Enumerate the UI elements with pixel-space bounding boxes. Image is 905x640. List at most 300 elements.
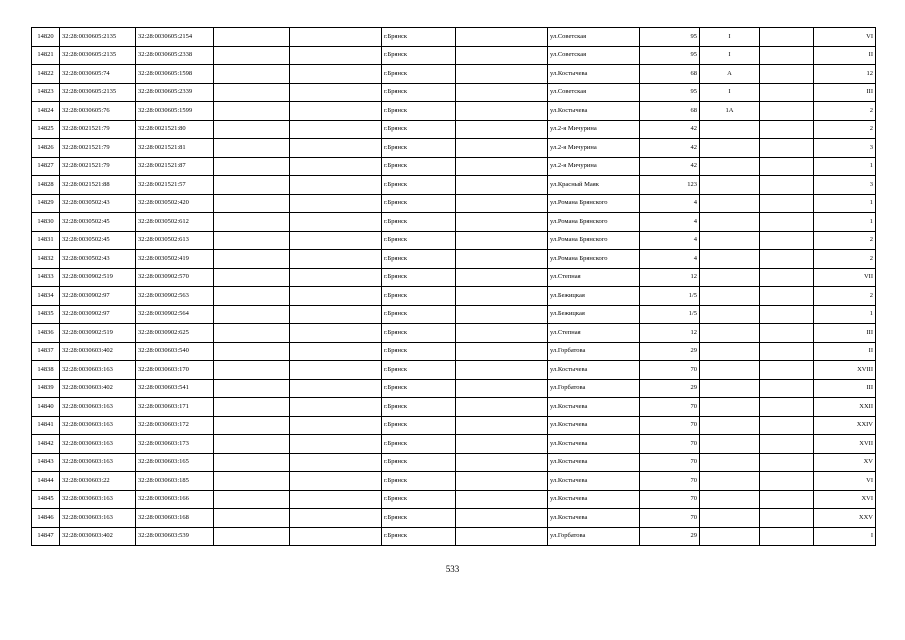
- city-cell: г.Брянск: [382, 194, 456, 213]
- city-cell: г.Брянск: [382, 435, 456, 454]
- building-letter-cell: [700, 120, 760, 139]
- empty-cell: [456, 231, 548, 250]
- parcel-cadastral-number-cell: 32:28:0030603:163: [60, 509, 136, 528]
- object-cadastral-number-cell: 32:28:0030603:168: [136, 509, 214, 528]
- empty-cell: [290, 342, 382, 361]
- record-number-cell: 14838: [32, 361, 60, 380]
- empty-cell: [456, 472, 548, 491]
- street-cell: ул.Романа Брянского: [548, 213, 640, 232]
- house-number-cell: 4: [640, 231, 700, 250]
- table-row: [32, 398, 876, 417]
- empty-cell: [760, 435, 814, 454]
- house-number-cell: 29: [640, 342, 700, 361]
- house-number-cell: 70: [640, 509, 700, 528]
- parcel-cadastral-number-cell: 32:28:0030902:97: [60, 287, 136, 306]
- empty-cell: [456, 416, 548, 435]
- building-letter-cell: [700, 250, 760, 269]
- empty-cell: [290, 213, 382, 232]
- room-number-cell: VI: [814, 28, 876, 47]
- empty-cell: [214, 361, 290, 380]
- object-cadastral-number-cell: 32:28:0021521:57: [136, 176, 214, 195]
- empty-cell: [760, 102, 814, 121]
- city-cell: г.Брянск: [382, 398, 456, 417]
- record-number-cell: 14826: [32, 139, 60, 158]
- parcel-cadastral-number-cell: 32:28:0030603:402: [60, 527, 136, 546]
- building-letter-cell: 1А: [700, 102, 760, 121]
- empty-cell: [214, 46, 290, 65]
- parcel-cadastral-number-cell: 32:28:0030603:163: [60, 398, 136, 417]
- street-cell: ул.2-я Мичурина: [548, 139, 640, 158]
- empty-cell: [456, 305, 548, 324]
- house-number-cell: 95: [640, 46, 700, 65]
- table-row: [32, 453, 876, 472]
- street-cell: ул.Степная: [548, 324, 640, 343]
- object-cadastral-number-cell: 32:28:0030902:564: [136, 305, 214, 324]
- room-number-cell: 2: [814, 120, 876, 139]
- table-row: [32, 379, 876, 398]
- object-cadastral-number-cell: 32:28:0030605:2339: [136, 83, 214, 102]
- object-cadastral-number-cell: 32:28:0030603:172: [136, 416, 214, 435]
- empty-cell: [290, 490, 382, 509]
- room-number-cell: 2: [814, 250, 876, 269]
- empty-cell: [214, 416, 290, 435]
- parcel-cadastral-number-cell: 32:28:0030502:43: [60, 194, 136, 213]
- city-cell: г.Брянск: [382, 139, 456, 158]
- house-number-cell: 68: [640, 102, 700, 121]
- room-number-cell: 3: [814, 139, 876, 158]
- empty-cell: [456, 490, 548, 509]
- city-cell: г.Брянск: [382, 157, 456, 176]
- empty-cell: [760, 472, 814, 491]
- house-number-cell: 70: [640, 416, 700, 435]
- empty-cell: [760, 527, 814, 546]
- table-row: [32, 509, 876, 528]
- room-number-cell: XXIV: [814, 416, 876, 435]
- object-cadastral-number-cell: 32:28:0021521:80: [136, 120, 214, 139]
- room-number-cell: XVII: [814, 435, 876, 454]
- empty-cell: [760, 120, 814, 139]
- street-cell: ул.Романа Брянского: [548, 194, 640, 213]
- empty-cell: [214, 231, 290, 250]
- object-cadastral-number-cell: 32:28:0030502:613: [136, 231, 214, 250]
- empty-cell: [214, 268, 290, 287]
- city-cell: г.Брянск: [382, 120, 456, 139]
- empty-cell: [214, 435, 290, 454]
- empty-cell: [214, 527, 290, 546]
- empty-cell: [456, 120, 548, 139]
- empty-cell: [760, 287, 814, 306]
- table-row: [32, 435, 876, 454]
- empty-cell: [456, 250, 548, 269]
- table-row: [32, 490, 876, 509]
- parcel-cadastral-number-cell: 32:28:0030603:22: [60, 472, 136, 491]
- house-number-cell: 42: [640, 157, 700, 176]
- record-number-cell: 14831: [32, 231, 60, 250]
- house-number-cell: 42: [640, 139, 700, 158]
- table-row: [32, 527, 876, 546]
- room-number-cell: 2: [814, 102, 876, 121]
- building-letter-cell: [700, 435, 760, 454]
- empty-cell: [456, 453, 548, 472]
- building-letter-cell: [700, 342, 760, 361]
- room-number-cell: II: [814, 342, 876, 361]
- empty-cell: [456, 83, 548, 102]
- building-letter-cell: [700, 176, 760, 195]
- building-letter-cell: [700, 453, 760, 472]
- empty-cell: [760, 28, 814, 47]
- building-letter-cell: [700, 361, 760, 380]
- empty-cell: [214, 120, 290, 139]
- house-number-cell: 12: [640, 324, 700, 343]
- empty-cell: [456, 157, 548, 176]
- table-row: [32, 416, 876, 435]
- object-cadastral-number-cell: 32:28:0030603:540: [136, 342, 214, 361]
- record-number-cell: 14820: [32, 28, 60, 47]
- empty-cell: [760, 194, 814, 213]
- empty-cell: [456, 268, 548, 287]
- city-cell: г.Брянск: [382, 379, 456, 398]
- parcel-cadastral-number-cell: 32:28:0030603:163: [60, 490, 136, 509]
- house-number-cell: 4: [640, 250, 700, 269]
- object-cadastral-number-cell: 32:28:0030502:419: [136, 250, 214, 269]
- street-cell: ул.Костычева: [548, 472, 640, 491]
- table-row: [32, 176, 876, 195]
- room-number-cell: XVIII: [814, 361, 876, 380]
- object-cadastral-number-cell: 32:28:0030605:2338: [136, 46, 214, 65]
- empty-cell: [456, 176, 548, 195]
- record-number-cell: 14834: [32, 287, 60, 306]
- empty-cell: [290, 324, 382, 343]
- empty-cell: [290, 176, 382, 195]
- parcel-cadastral-number-cell: 32:28:0030603:163: [60, 453, 136, 472]
- city-cell: г.Брянск: [382, 231, 456, 250]
- empty-cell: [290, 453, 382, 472]
- empty-cell: [760, 157, 814, 176]
- empty-cell: [760, 231, 814, 250]
- record-number-cell: 14843: [32, 453, 60, 472]
- empty-cell: [456, 398, 548, 417]
- parcel-cadastral-number-cell: 32:28:0030603:163: [60, 435, 136, 454]
- house-number-cell: 1/5: [640, 305, 700, 324]
- city-cell: г.Брянск: [382, 490, 456, 509]
- object-cadastral-number-cell: 32:28:0030603:173: [136, 435, 214, 454]
- house-number-cell: 95: [640, 28, 700, 47]
- street-cell: ул.Советская: [548, 83, 640, 102]
- room-number-cell: VI: [814, 472, 876, 491]
- object-cadastral-number-cell: 32:28:0030603:171: [136, 398, 214, 417]
- street-cell: ул.Красный Маяк: [548, 176, 640, 195]
- object-cadastral-number-cell: 32:28:0030502:420: [136, 194, 214, 213]
- empty-cell: [214, 305, 290, 324]
- empty-cell: [214, 83, 290, 102]
- city-cell: г.Брянск: [382, 287, 456, 306]
- empty-cell: [214, 28, 290, 47]
- street-cell: ул.2-я Мичурина: [548, 157, 640, 176]
- building-letter-cell: А: [700, 65, 760, 84]
- city-cell: г.Брянск: [382, 324, 456, 343]
- record-number-cell: 14840: [32, 398, 60, 417]
- empty-cell: [290, 379, 382, 398]
- building-letter-cell: [700, 509, 760, 528]
- parcel-cadastral-number-cell: 32:28:0030902:97: [60, 305, 136, 324]
- house-number-cell: 70: [640, 361, 700, 380]
- object-cadastral-number-cell: 32:28:0030502:612: [136, 213, 214, 232]
- empty-cell: [214, 342, 290, 361]
- table-row: [32, 102, 876, 121]
- street-cell: ул.Горбатова: [548, 527, 640, 546]
- street-cell: ул.Костычева: [548, 102, 640, 121]
- empty-cell: [290, 361, 382, 380]
- table-row: [32, 139, 876, 158]
- empty-cell: [214, 139, 290, 158]
- street-cell: ул.Горбатова: [548, 342, 640, 361]
- parcel-cadastral-number-cell: 32:28:0030603:163: [60, 416, 136, 435]
- house-number-cell: 123: [640, 176, 700, 195]
- empty-cell: [214, 250, 290, 269]
- building-letter-cell: [700, 472, 760, 491]
- house-number-cell: 70: [640, 453, 700, 472]
- room-number-cell: VII: [814, 268, 876, 287]
- record-number-cell: 14833: [32, 268, 60, 287]
- table-row: [32, 231, 876, 250]
- empty-cell: [760, 509, 814, 528]
- street-cell: ул.Горбатова: [548, 379, 640, 398]
- building-letter-cell: I: [700, 83, 760, 102]
- empty-cell: [456, 28, 548, 47]
- record-number-cell: 14821: [32, 46, 60, 65]
- table-row: [32, 472, 876, 491]
- table-row: [32, 361, 876, 380]
- room-number-cell: 1: [814, 213, 876, 232]
- empty-cell: [290, 83, 382, 102]
- room-number-cell: 2: [814, 231, 876, 250]
- city-cell: г.Брянск: [382, 361, 456, 380]
- building-letter-cell: [700, 213, 760, 232]
- record-number-cell: 14844: [32, 472, 60, 491]
- room-number-cell: XXII: [814, 398, 876, 417]
- record-number-cell: 14837: [32, 342, 60, 361]
- record-number-cell: 14842: [32, 435, 60, 454]
- city-cell: г.Брянск: [382, 176, 456, 195]
- street-cell: ул.Степная: [548, 268, 640, 287]
- empty-cell: [214, 102, 290, 121]
- empty-cell: [456, 435, 548, 454]
- record-number-cell: 14847: [32, 527, 60, 546]
- city-cell: г.Брянск: [382, 102, 456, 121]
- building-letter-cell: I: [700, 46, 760, 65]
- empty-cell: [760, 324, 814, 343]
- room-number-cell: 2: [814, 287, 876, 306]
- parcel-cadastral-number-cell: 32:28:0030502:45: [60, 213, 136, 232]
- empty-cell: [760, 398, 814, 417]
- table-row: [32, 194, 876, 213]
- record-number-cell: 14824: [32, 102, 60, 121]
- empty-cell: [760, 213, 814, 232]
- house-number-cell: 95: [640, 83, 700, 102]
- house-number-cell: 70: [640, 472, 700, 491]
- street-cell: ул.Костычева: [548, 398, 640, 417]
- record-number-cell: 14846: [32, 509, 60, 528]
- building-letter-cell: [700, 231, 760, 250]
- street-cell: ул.Бежицкая: [548, 287, 640, 306]
- room-number-cell: I: [814, 527, 876, 546]
- empty-cell: [290, 231, 382, 250]
- object-cadastral-number-cell: 32:28:0030605:2154: [136, 28, 214, 47]
- street-cell: ул.Костычева: [548, 65, 640, 84]
- empty-cell: [456, 379, 548, 398]
- street-cell: ул.Костычева: [548, 416, 640, 435]
- record-number-cell: 14830: [32, 213, 60, 232]
- house-number-cell: 70: [640, 490, 700, 509]
- empty-cell: [214, 509, 290, 528]
- building-letter-cell: [700, 268, 760, 287]
- table-row: [32, 213, 876, 232]
- empty-cell: [456, 361, 548, 380]
- empty-cell: [290, 435, 382, 454]
- record-number-cell: 14839: [32, 379, 60, 398]
- record-number-cell: 14827: [32, 157, 60, 176]
- table-row: [32, 120, 876, 139]
- empty-cell: [290, 157, 382, 176]
- house-number-cell: 4: [640, 194, 700, 213]
- object-cadastral-number-cell: 32:28:0030603:166: [136, 490, 214, 509]
- empty-cell: [290, 398, 382, 417]
- city-cell: г.Брянск: [382, 416, 456, 435]
- empty-cell: [456, 139, 548, 158]
- empty-cell: [290, 46, 382, 65]
- empty-cell: [214, 324, 290, 343]
- empty-cell: [290, 305, 382, 324]
- street-cell: ул.2-я Мичурина: [548, 120, 640, 139]
- empty-cell: [760, 268, 814, 287]
- parcel-cadastral-number-cell: 32:28:0021521:88: [60, 176, 136, 195]
- empty-cell: [290, 102, 382, 121]
- room-number-cell: 12: [814, 65, 876, 84]
- room-number-cell: XXV: [814, 509, 876, 528]
- empty-cell: [214, 157, 290, 176]
- city-cell: г.Брянск: [382, 342, 456, 361]
- empty-cell: [214, 453, 290, 472]
- empty-cell: [456, 46, 548, 65]
- empty-cell: [760, 342, 814, 361]
- object-cadastral-number-cell: 32:28:0030902:563: [136, 287, 214, 306]
- room-number-cell: 1: [814, 157, 876, 176]
- empty-cell: [760, 250, 814, 269]
- record-number-cell: 14836: [32, 324, 60, 343]
- object-cadastral-number-cell: 32:28:0030902:625: [136, 324, 214, 343]
- city-cell: г.Брянск: [382, 472, 456, 491]
- record-number-cell: 14825: [32, 120, 60, 139]
- house-number-cell: 29: [640, 379, 700, 398]
- city-cell: г.Брянск: [382, 83, 456, 102]
- room-number-cell: III: [814, 379, 876, 398]
- room-number-cell: 1: [814, 305, 876, 324]
- object-cadastral-number-cell: 32:28:0030902:570: [136, 268, 214, 287]
- empty-cell: [456, 324, 548, 343]
- street-cell: ул.Костычева: [548, 509, 640, 528]
- street-cell: ул.Костычева: [548, 453, 640, 472]
- table-row: [32, 65, 876, 84]
- building-letter-cell: [700, 527, 760, 546]
- empty-cell: [214, 398, 290, 417]
- empty-cell: [760, 453, 814, 472]
- street-cell: ул.Романа Брянского: [548, 250, 640, 269]
- empty-cell: [760, 379, 814, 398]
- city-cell: г.Брянск: [382, 509, 456, 528]
- house-number-cell: 42: [640, 120, 700, 139]
- table-row: [32, 324, 876, 343]
- table-row: [32, 46, 876, 65]
- table-row: [32, 157, 876, 176]
- empty-cell: [290, 28, 382, 47]
- empty-cell: [456, 509, 548, 528]
- parcel-cadastral-number-cell: 32:28:0030605:74: [60, 65, 136, 84]
- table-row: [32, 28, 876, 47]
- parcel-cadastral-number-cell: 32:28:0030605:76: [60, 102, 136, 121]
- city-cell: г.Брянск: [382, 250, 456, 269]
- empty-cell: [760, 305, 814, 324]
- building-letter-cell: [700, 287, 760, 306]
- object-cadastral-number-cell: 32:28:0030603:541: [136, 379, 214, 398]
- city-cell: г.Брянск: [382, 527, 456, 546]
- empty-cell: [760, 490, 814, 509]
- parcel-cadastral-number-cell: 32:28:0021521:79: [60, 139, 136, 158]
- building-letter-cell: [700, 305, 760, 324]
- room-number-cell: 1: [814, 194, 876, 213]
- record-number-cell: 14828: [32, 176, 60, 195]
- empty-cell: [214, 379, 290, 398]
- building-letter-cell: [700, 324, 760, 343]
- empty-cell: [290, 250, 382, 269]
- empty-cell: [760, 65, 814, 84]
- room-number-cell: XV: [814, 453, 876, 472]
- empty-cell: [456, 287, 548, 306]
- empty-cell: [214, 472, 290, 491]
- house-number-cell: 70: [640, 435, 700, 454]
- house-number-cell: 4: [640, 213, 700, 232]
- house-number-cell: 1/5: [640, 287, 700, 306]
- record-number-cell: 14823: [32, 83, 60, 102]
- table-body: [32, 28, 876, 546]
- property-register-table: [31, 27, 876, 546]
- city-cell: г.Брянск: [382, 213, 456, 232]
- parcel-cadastral-number-cell: 32:28:0030902:519: [60, 268, 136, 287]
- city-cell: г.Брянск: [382, 453, 456, 472]
- building-letter-cell: [700, 139, 760, 158]
- parcel-cadastral-number-cell: 32:28:0030902:519: [60, 324, 136, 343]
- room-number-cell: II: [814, 46, 876, 65]
- empty-cell: [290, 268, 382, 287]
- record-number-cell: 14835: [32, 305, 60, 324]
- house-number-cell: 12: [640, 268, 700, 287]
- record-number-cell: 14822: [32, 65, 60, 84]
- building-letter-cell: [700, 398, 760, 417]
- record-number-cell: 14841: [32, 416, 60, 435]
- empty-cell: [290, 120, 382, 139]
- empty-cell: [760, 176, 814, 195]
- empty-cell: [290, 194, 382, 213]
- street-cell: ул.Бежицкая: [548, 305, 640, 324]
- building-letter-cell: [700, 379, 760, 398]
- empty-cell: [214, 176, 290, 195]
- object-cadastral-number-cell: 32:28:0021521:87: [136, 157, 214, 176]
- house-number-cell: 68: [640, 65, 700, 84]
- room-number-cell: III: [814, 83, 876, 102]
- object-cadastral-number-cell: 32:28:0030603:539: [136, 527, 214, 546]
- city-cell: г.Брянск: [382, 46, 456, 65]
- record-number-cell: 14829: [32, 194, 60, 213]
- empty-cell: [760, 83, 814, 102]
